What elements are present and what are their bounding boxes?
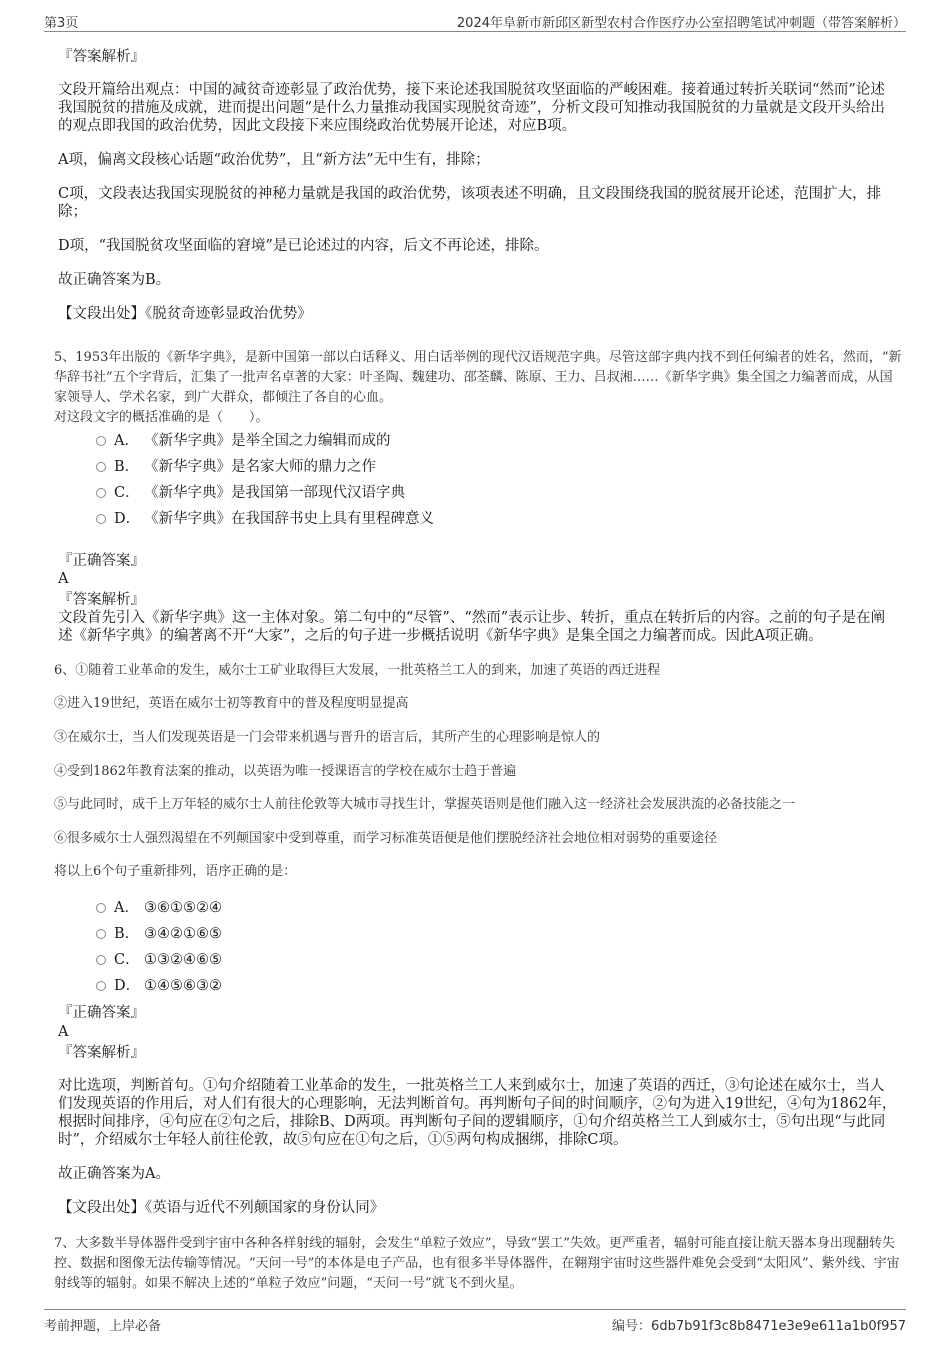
q4-analysis-label: 『答案解析』	[58, 49, 145, 65]
document-code	[612, 1315, 906, 1334]
option-text: ③④②①⑥⑤	[144, 926, 222, 942]
q6-option-d[interactable]	[96, 976, 796, 996]
q6-analysis: 对比选项，判断首句。①句介绍随着工业革命的发生，一批英格兰工人来到威尔士，加速了英语的西迁，③句论述在威尔士，当人们发现英语的作用后，对人们有很大的心理影响，无法判断首句。再判断句子间的时间顺序，②句为进入19世纪，④句为1862年，根据时间排序，④句应在②句之后，排除B、D两项。再判断句子间的逻辑顺序，①句介绍英格兰工人到威尔士，⑤句出现“与此同时”，介绍威尔士年轻人前往伦敦，故⑤句应在①句之后，①⑤两句构成捆绑，排除C项。	[58, 1078, 897, 1148]
page-header	[44, 10, 906, 32]
q6-option-c[interactable]	[96, 950, 796, 970]
q4-analysis-p1: 文段开篇给出观点：中国的减贫奇迹彰显了政治优势，接下来论述我国脱贫攻坚面临的严峻困难。接着通过转折关联词“然而”论述我国脱贫的措施及成就，进而提出问题“是什么力量推动我国实现脱贫奇迹”，分析文段可知推动我国脱贫的力量就是文段开头给出的观点即我国的政治优势，因此文段接下来应围绕政治优势展开论述，对应B项。	[58, 82, 885, 134]
q4-conclusion: 故正确答案为B。	[58, 272, 171, 288]
option-letter: D．	[114, 511, 141, 527]
radio-icon[interactable]	[96, 462, 106, 472]
q6-sentence-1: 6、①随着工业革命的发生，威尔士工矿业取得巨大发展，一批英格兰工人的到来，加速了英语的西迁进程	[54, 663, 661, 678]
option-text: 《新华字典》是举全国之力编辑而成的	[144, 433, 391, 449]
option-letter: B．	[114, 459, 140, 475]
q6-option-a[interactable]	[96, 898, 796, 918]
option-letter: B．	[114, 926, 140, 942]
q5-question: 对这段文字的概括准确的是（ ）。	[54, 410, 269, 425]
option-text: ①③②④⑥⑤	[144, 952, 222, 968]
document-title: 2024年阜新市新邱区新型农村合作医疗办公室招聘笔试冲刺题（带答案解析）	[456, 16, 906, 31]
q6-sentence-6: ⑥很多威尔士人强烈渴望在不列颠国家中受到尊重，而学习标准英语便是他们摆脱经济社会地位相对弱势的重要途径	[54, 831, 718, 846]
q6-source: 【文段出处】《英语与近代不列颠国家的身份认同》	[58, 1200, 385, 1216]
q5-option-a[interactable]	[96, 431, 796, 451]
option-letter: A．	[114, 900, 139, 916]
option-letter: A．	[114, 433, 139, 449]
q6-option-b[interactable]	[96, 924, 796, 944]
radio-icon[interactable]	[96, 514, 106, 524]
q6-sentence-3: ③在威尔士，当人们发现英语是一门会带来机遇与晋升的语言后，其所产生的心理影响是惊人的	[54, 730, 601, 745]
option-text: 《新华字典》是名家大师的鼎力之作	[144, 459, 376, 475]
option-text: ①④⑤⑥③②	[144, 978, 222, 994]
option-text: 《新华字典》在我国辞书史上具有里程碑意义	[144, 511, 434, 527]
q6-question: 将以上6个句子重新排列，语序正确的是：	[54, 864, 297, 879]
q6-answer-label: 『正确答案』	[58, 1005, 145, 1021]
radio-icon[interactable]	[96, 903, 106, 913]
q6-sentence-5: ⑤与此同时，成千上万年轻的威尔士人前往伦敦等大城市寻找生计，掌握英语则是他们融入这一经济社会发展洪流的必备技能之一	[54, 797, 796, 812]
q6-sentence-2: ②进入19世纪，英语在威尔士初等教育中的普及程度明显提高	[54, 696, 409, 711]
q5-stem: 5、1953年出版的《新华字典》，是新中国第一部以白话释义、用白话举例的现代汉语规范字典。尽管这部字典内找不到任何编者的姓名，然而，“新华辞书社”五个字背后，汇集了一批声名卓著的大家：叶圣陶、魏建功、邵荃麟、陈原、王力、吕叔湘……《新华字典》集全国之力编著而成，从国家领导人、学术名家，到广大群众，都倾注了各自的心血。	[54, 350, 902, 405]
code-value: 6db7b91f3c8b8471e3e9e611a1b0f957	[651, 1319, 906, 1334]
radio-icon[interactable]	[96, 929, 106, 939]
q5-analysis: 文段首先引入《新华字典》这一主体对象。第二句中的“尽管”、“然而”表示让步、转折，重点在转折后的内容。之前的句子是在阐述《新华字典》的编著离不开“大家”，之后的句子进一步概括说明《新华字典》是集全国之力编著而成。因此A项正确。	[58, 610, 886, 644]
q4-source: 【文段出处】《脱贫奇迹彰显政治优势》	[58, 306, 312, 322]
footer-slogan: 考前押题，上岸必备	[44, 1319, 162, 1334]
option-letter: D．	[114, 978, 141, 994]
q6-answer: A	[58, 1024, 69, 1040]
q6-sentence-4: ④受到1862年教育法案的推动，以英语为唯一授课语言的学校在威尔士趋于普遍	[54, 764, 517, 779]
q5-option-c[interactable]	[96, 483, 796, 503]
page-number: 第3页	[44, 16, 79, 31]
radio-icon[interactable]	[96, 488, 106, 498]
q5-answer-label: 『正确答案』	[58, 553, 145, 569]
q7-stem: 7、大多数半导体器件受到宇宙中各种各样射线的辐射，会发生“单粒子效应”，导致“罢工”失效。更严重者，辐射可能直接让航天器本身出现翻转失控、数据和图像无法传输等情况。“天问一号”的本体是电子产品，也有很多半导体器件，在翱翔宇宙时这些器件难免会受到“太阳风”、紫外线、宇宙射线等的辐射。如果不解决上述的“单粒子效应”问题，“天问一号”就飞不到火星。	[54, 1236, 900, 1291]
q5-option-b[interactable]	[96, 457, 796, 477]
q6-analysis-label: 『答案解析』	[58, 1045, 145, 1061]
q4-analysis-p3: C项，文段表达我国实现脱贫的神秘力量就是我国的政治优势，该项表述不明确，且文段围绕我国的脱贫展开论述，范围扩大，排除；	[58, 186, 882, 220]
q5-analysis-label: 『答案解析』	[58, 592, 145, 608]
option-letter: C．	[114, 485, 140, 501]
page-footer	[44, 1309, 906, 1333]
radio-icon[interactable]	[96, 981, 106, 991]
q4-analysis-p4: D项，“我国脱贫攻坚面临的窘境”是已论述过的内容，后文不再论述，排除。	[58, 238, 549, 254]
option-text: 《新华字典》是我国第一部现代汉语字典	[144, 485, 405, 501]
code-label: 编号：	[612, 1319, 652, 1334]
radio-icon[interactable]	[96, 436, 106, 446]
q5-option-d[interactable]	[96, 509, 796, 529]
q4-analysis-p2: A项，偏离文段核心话题“政治优势”，且“新方法”无中生有，排除；	[58, 152, 490, 168]
option-letter: C．	[114, 952, 140, 968]
option-text: ③⑥①⑤②④	[144, 900, 222, 916]
radio-icon[interactable]	[96, 955, 106, 965]
q6-conclusion: 故正确答案为A。	[58, 1166, 170, 1182]
q5-answer: A	[58, 571, 69, 587]
